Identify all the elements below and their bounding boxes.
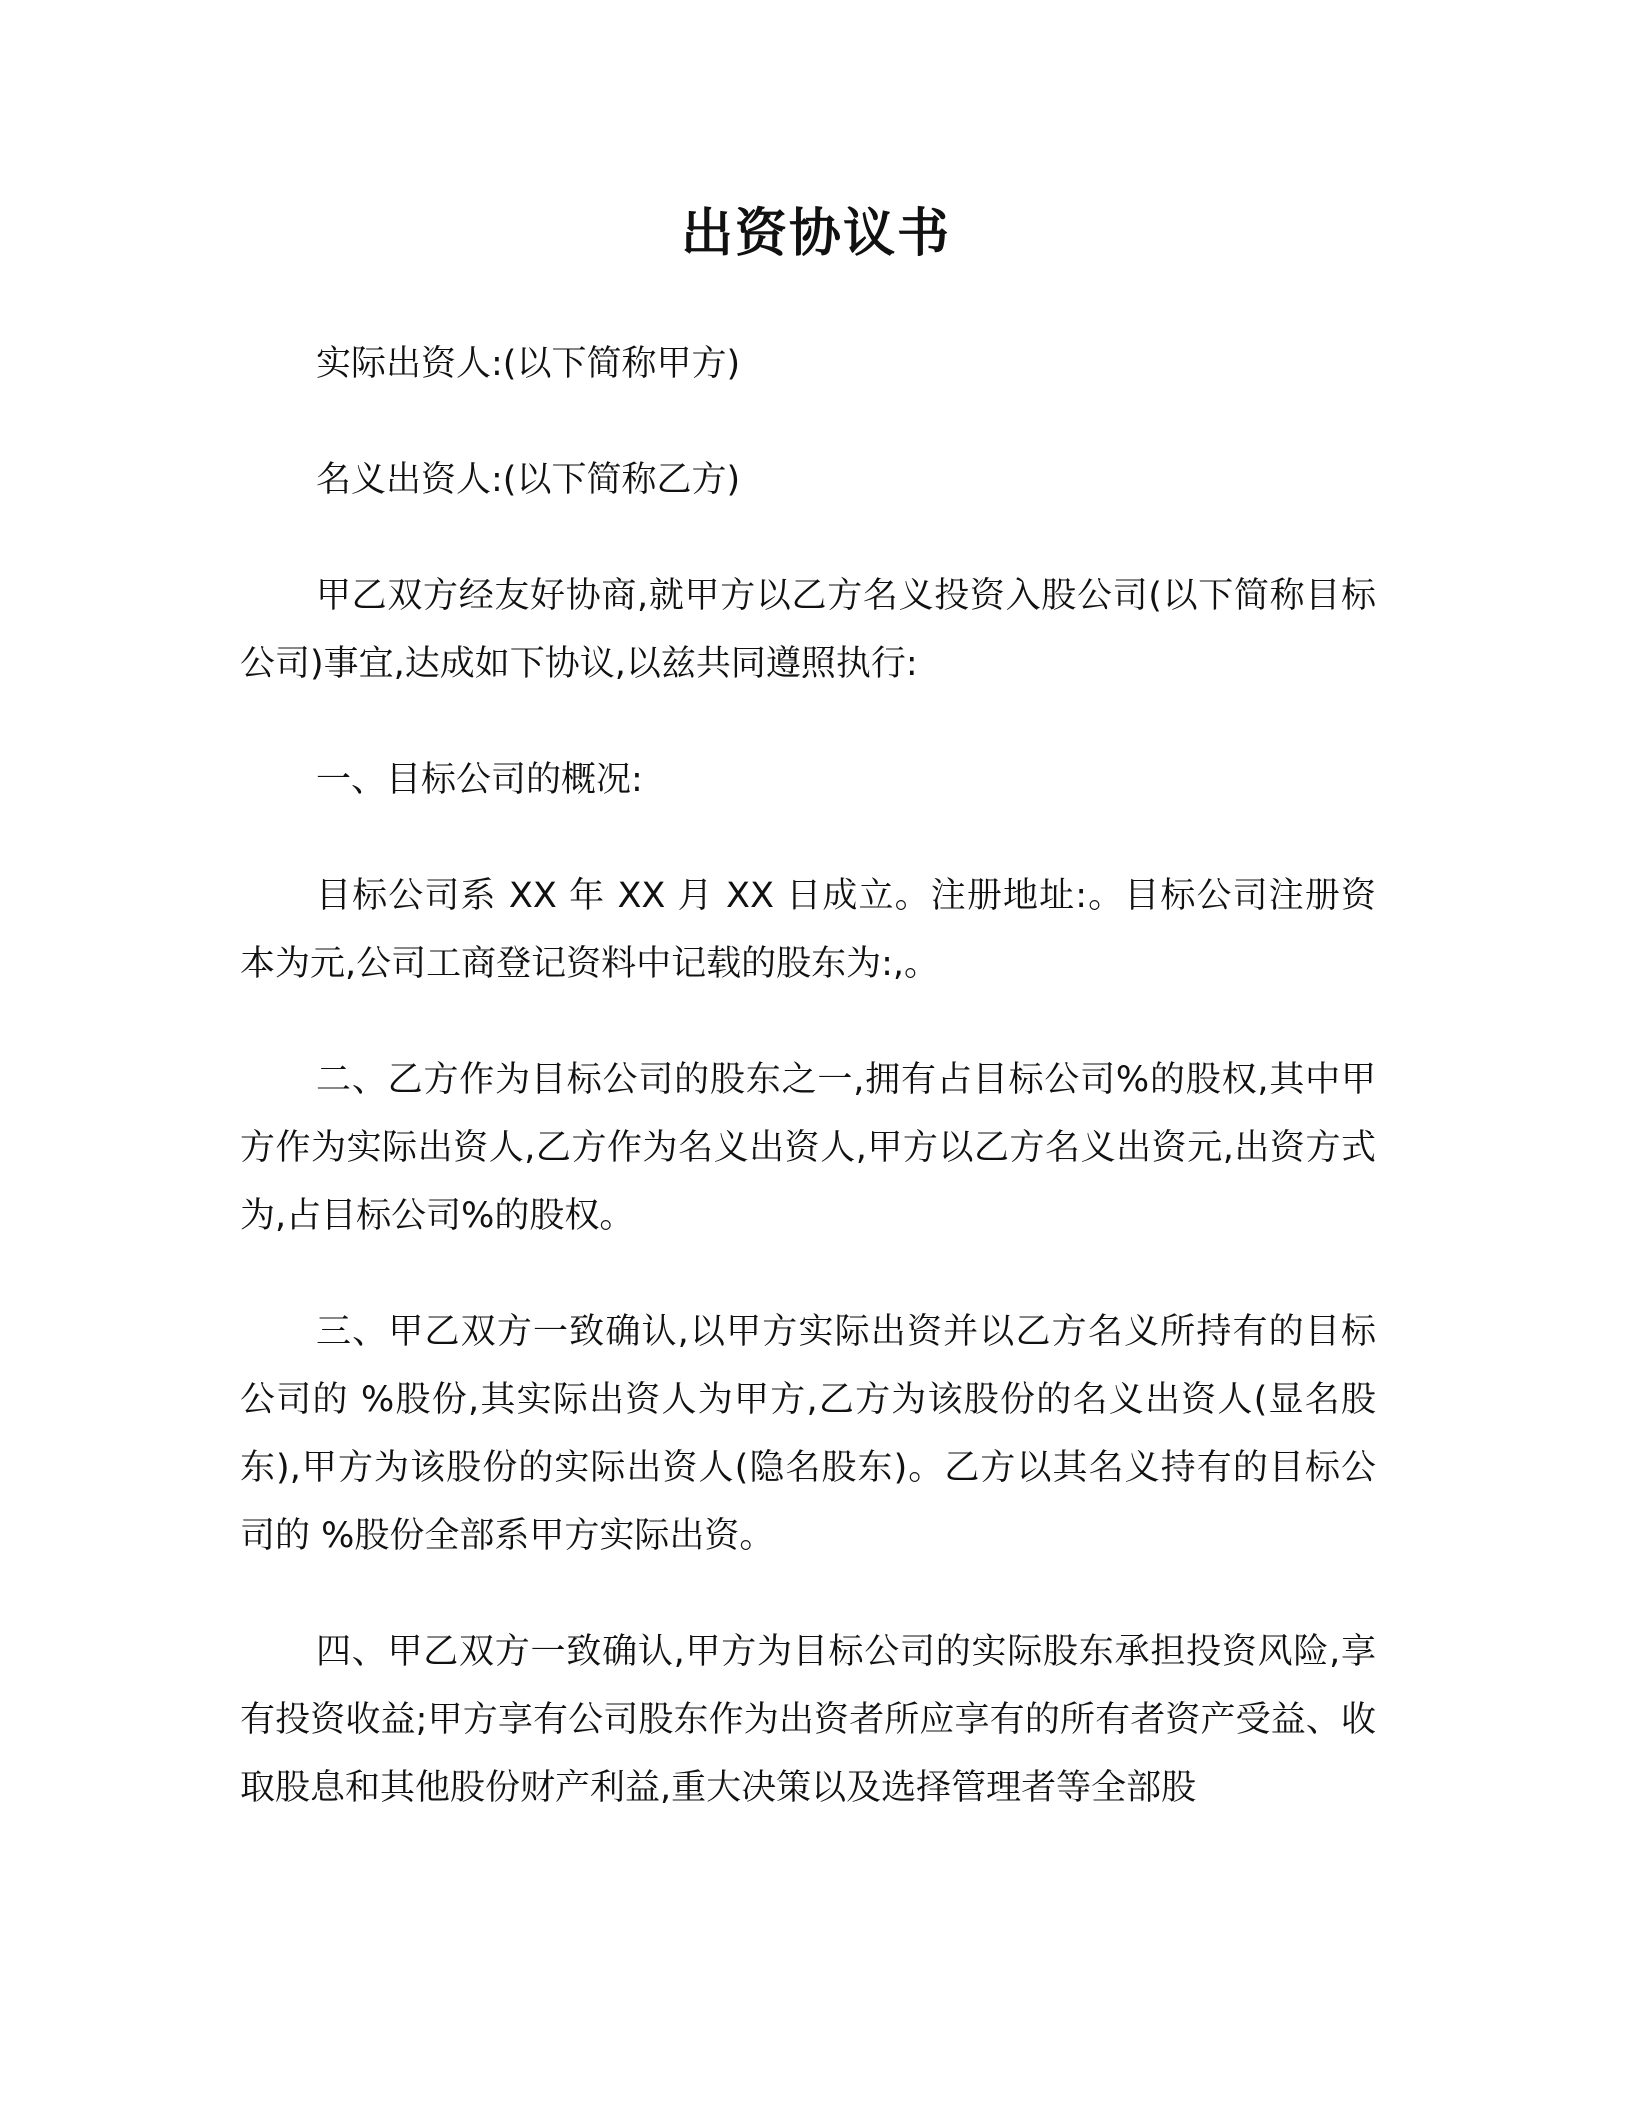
paragraph-company-overview: 目标公司系 XX 年 XX 月 XX 日成立。注册地址:。目标公司注册资本为元,公司工商登记资料中记载的股东为:,。	[240, 876, 1376, 984]
paragraph-actual-investor: 实际出资人:(以下简称甲方)	[316, 344, 741, 384]
paragraph-clause-four: 四、甲乙双方一致确认,甲方为目标公司的实际股东承担投资风险,享有投资收益;甲方享有公司股东作为出资者所应享有的所有者资产受益、收取股息和其他股份财产利益,重大决策以及选择管理者等全部股	[240, 1632, 1376, 1808]
document-body	[240, 330, 1376, 1870]
section-heading-company-overview: 一、目标公司的概况:	[316, 760, 643, 800]
paragraph-nominal-investor: 名义出资人:(以下简称乙方)	[316, 460, 741, 500]
paragraph-clause-three: 三、甲乙双方一致确认,以甲方实际出资并以乙方名义所持有的目标公司的 %股份,其实际出资人为甲方,乙方为该股份的名义出资人(显名股东),甲方为该股份的实际出资人(隐名股东)。乙方以其名义持有的目标公司的 %股份全部系甲方实际出资。	[240, 1312, 1376, 1556]
document-title: 出资协议书	[680, 204, 951, 264]
paragraph-preamble: 甲乙双方经友好协商,就甲方以乙方名义投资入股公司(以下简称目标公司)事宜,达成如下协议,以兹共同遵照执行:	[240, 576, 1376, 684]
paragraph-clause-two: 二、乙方作为目标公司的股东之一,拥有占目标公司%的股权,其中甲方作为实际出资人,乙方作为名义出资人,甲方以乙方名义出资元,出资方式为,占目标公司%的股权。	[240, 1060, 1376, 1236]
